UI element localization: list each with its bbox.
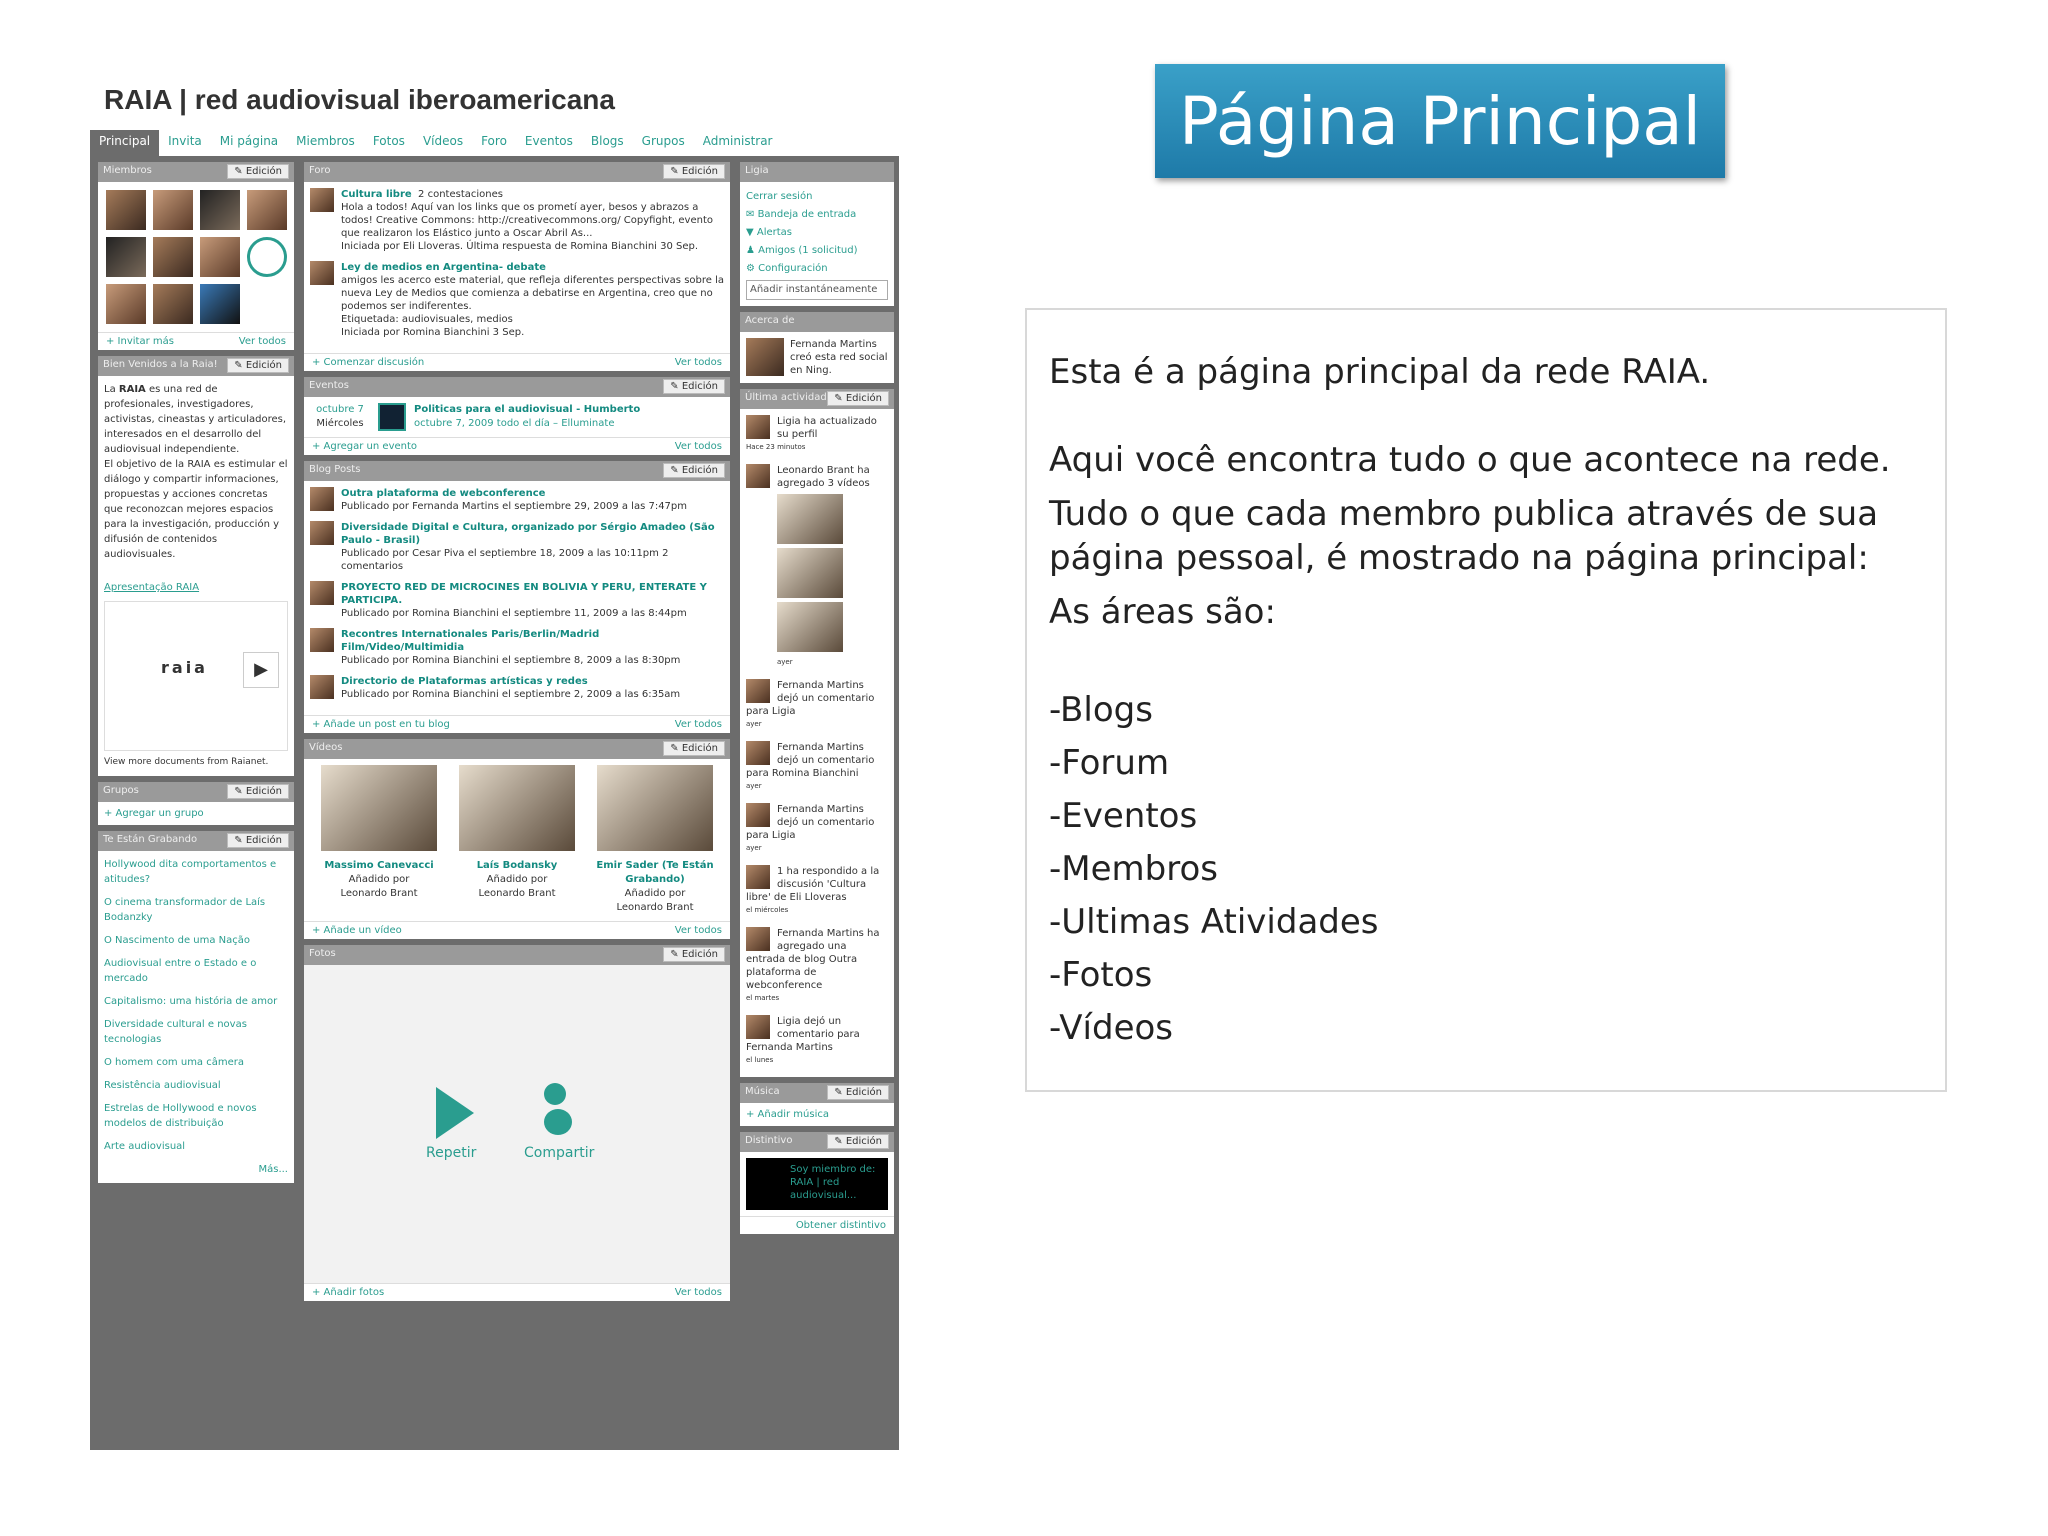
avatar[interactable] xyxy=(746,741,770,765)
post-title[interactable]: Directorio de Plataformas artísticas y redes xyxy=(341,676,588,687)
welcome-goal: El objetivo de la RAIA es estimular el diálogo y compartir informaciones, propuestas y acciones concretas que reconozcan mejores espacios para la investigación, producción y difusión de contenidos audiovisuales. xyxy=(104,459,288,560)
activity-text: Fernanda Martins dejó un comentario para Ligia xyxy=(746,804,875,841)
user-box xyxy=(740,162,894,306)
add-video-link[interactable]: + Añade un vídeo xyxy=(312,925,402,936)
website-screenshot xyxy=(90,78,899,1450)
share-label[interactable]: Compartir xyxy=(524,1145,595,1161)
site-title: RAIA | red audiovisual iberoamericana xyxy=(104,84,615,115)
avatar[interactable] xyxy=(200,237,240,277)
member-badge[interactable]: Soy miembro de: RAIA | red audiovisual... xyxy=(746,1158,888,1210)
videos-box xyxy=(304,739,730,939)
activity-time: el lunes xyxy=(746,1056,774,1064)
quick-add-select[interactable]: Añadir instantáneamente xyxy=(746,280,888,300)
edit-button[interactable]: ✎ Edición xyxy=(663,164,725,179)
middle-column xyxy=(304,162,730,1307)
area-item: -Fotos xyxy=(1049,955,1153,995)
post-meta: Publicado por Romina Bianchini el septiembre 11, 2009 a las 8:44pm xyxy=(341,608,687,619)
nav-invita[interactable]: Invita xyxy=(168,134,202,148)
avatar[interactable] xyxy=(746,803,770,827)
friends-icon: ♟ xyxy=(746,245,759,256)
edit-button[interactable]: ✎ Edición xyxy=(827,1085,889,1100)
more-link[interactable]: Más... xyxy=(258,1164,288,1175)
activity-time: ayer xyxy=(746,720,762,728)
recording-item[interactable]: Arte audiovisual xyxy=(104,1141,186,1152)
topic-meta: Iniciada por Eli Lloveras. Última respuesta de Romina Bianchini 30 Sep. xyxy=(341,241,699,252)
area-item: -Vídeos xyxy=(1049,1008,1173,1048)
edit-button[interactable]: ✎ Edición xyxy=(663,379,725,394)
edit-button[interactable]: ✎ Edición xyxy=(827,1134,889,1149)
forum-topic xyxy=(310,261,724,339)
see-all-link[interactable]: Ver todos xyxy=(674,441,722,452)
share-icon[interactable] xyxy=(544,1083,590,1139)
avatar[interactable] xyxy=(746,679,770,703)
post-title[interactable]: PROYECTO RED DE MICROCINES EN BOLIVIA Y PERU, ENTERATE Y PARTICIPA. xyxy=(341,582,707,606)
post-meta: Publicado por Romina Bianchini el septiembre 8, 2009 a las 8:30pm xyxy=(341,655,681,666)
activity-time: Hace 23 minutos xyxy=(746,443,806,451)
activity-text: Fernanda Martins dejó un comentario para Romina Bianchini xyxy=(746,742,875,779)
activity-item xyxy=(746,741,888,793)
settings-icon: ⚙ xyxy=(746,263,759,274)
add-photos-link[interactable]: + Añadir fotos xyxy=(312,1287,385,1298)
see-all-link[interactable]: Ver todos xyxy=(674,357,722,368)
avatar[interactable] xyxy=(310,675,334,699)
activity-header: Última actividad xyxy=(745,392,827,403)
activity-text: Fernanda Martins ha agregado una entrada de blog Outra plataforma de webconference xyxy=(746,928,880,991)
topic-tags: Etiquetada: audiovisuales, medios xyxy=(341,314,513,325)
activity-text: Ligia dejó un comentario para Fernanda Martins xyxy=(746,1016,860,1053)
raia-logo: raia xyxy=(161,658,208,677)
member-avatars xyxy=(98,182,294,332)
activity-item xyxy=(746,1015,888,1067)
video-thumbnail[interactable] xyxy=(459,765,575,851)
nav-grupos[interactable]: Grupos xyxy=(641,134,685,148)
avatar[interactable] xyxy=(153,237,193,277)
replay-label[interactable]: Repetir xyxy=(426,1145,477,1161)
music-box xyxy=(740,1083,894,1126)
video-title[interactable]: Laís Bodansky xyxy=(476,860,558,871)
members-box xyxy=(98,162,294,350)
avatar[interactable] xyxy=(746,464,770,488)
video-author: Leonardo Brant xyxy=(478,888,556,899)
post-meta: Publicado por Fernanda Martins el septiembre 29, 2009 a las 7:47pm xyxy=(341,501,688,512)
welcome-box xyxy=(98,356,294,776)
music-header: Música xyxy=(745,1086,780,1097)
activity-time: ayer xyxy=(746,844,762,852)
activity-item xyxy=(746,927,888,1005)
video-thumbnail[interactable] xyxy=(777,548,843,598)
video-item xyxy=(314,765,444,915)
desc-line: As áreas são: xyxy=(1049,592,1276,632)
see-all-link[interactable]: Ver todos xyxy=(674,1287,722,1298)
nav-principal[interactable]: Principal xyxy=(90,130,159,156)
avatar[interactable] xyxy=(106,190,146,230)
forum-topic xyxy=(310,188,724,253)
video-thumbnail[interactable] xyxy=(321,765,437,851)
see-all-link[interactable]: Ver todos xyxy=(674,925,722,936)
event-meta: octubre 7, 2009 todo el día – Elluminate xyxy=(414,418,615,429)
desc-spacer xyxy=(1049,394,1923,438)
activity-item xyxy=(746,865,888,917)
badge-box xyxy=(740,1132,894,1234)
presentation-link[interactable]: Apresentação RAIA xyxy=(104,582,200,593)
add-event-link[interactable]: + Agregar un evento xyxy=(312,441,418,452)
event-title[interactable]: Politicas para el audiovisual - Humberto xyxy=(414,404,641,415)
events-header: Eventos xyxy=(309,380,349,391)
invite-more-link[interactable]: + Invitar más xyxy=(106,336,174,347)
blog-post xyxy=(310,487,724,513)
videos-header: Vídeos xyxy=(309,742,343,753)
blog-post xyxy=(310,521,724,573)
alerts-icon: ▼ xyxy=(746,227,757,238)
event-icon xyxy=(378,403,406,431)
blog-post xyxy=(310,628,724,667)
slideshow-embed[interactable] xyxy=(104,601,288,751)
alerts-link[interactable]: Alertas xyxy=(756,227,793,238)
recording-item[interactable]: Resistência audiovisual xyxy=(104,1080,221,1091)
edit-button[interactable]: ✎ Edición xyxy=(827,391,889,406)
post-title[interactable]: Diversidade Digital e Cultura, organizado por Sérgio Amadeo (São Paulo - Brasil) xyxy=(341,522,715,546)
area-item: -Ultimas Atividades xyxy=(1049,902,1379,942)
left-column xyxy=(98,162,294,1189)
video-item xyxy=(452,765,582,915)
main-nav xyxy=(90,130,899,156)
edit-button[interactable]: ✎ Edición xyxy=(663,947,725,962)
desc-line: Aqui você encontra tudo o que acontece na rede. xyxy=(1049,440,1891,480)
photo-slideshow[interactable] xyxy=(304,965,730,1283)
nav-administrar[interactable]: Administrar xyxy=(702,134,773,148)
post-title[interactable]: Outra plataforma de webconference xyxy=(341,488,546,499)
edit-button[interactable]: ✎ Edición xyxy=(227,833,289,848)
video-meta: Añadido por xyxy=(624,888,686,899)
recording-item[interactable]: O homem com uma câmera xyxy=(104,1057,244,1068)
nav-videos[interactable]: Vídeos xyxy=(422,134,464,148)
avatar[interactable] xyxy=(746,1015,770,1039)
topic-title[interactable]: Ley de medios en Argentina- debate xyxy=(341,262,546,273)
recording-item[interactable]: Hollywood dita comportamentos e atitudes? xyxy=(104,859,277,885)
recording-header: Te Están Grabando xyxy=(103,834,198,845)
about-header: Acerca de xyxy=(745,315,795,326)
badge-header: Distintivo xyxy=(745,1135,793,1146)
activity-item xyxy=(746,415,888,454)
topic-excerpt: amigos les acerco este material, que refleja diferentes perspectivas sobre la nueva Ley de Medios que comienza a debatirse en Argentina, creo que no podemos ser indiferentes. xyxy=(341,275,724,312)
topic-title[interactable]: Cultura libre xyxy=(341,189,412,200)
topic-excerpt: Hola a todos! Aquí van los links que os prometí ayer, besos y abrazos a todos! Creative Commons: http://creativecommons.org/ Copyfight, evento que realizaron los Elástico junto a Oscar Abril As... xyxy=(341,202,713,239)
avatar[interactable] xyxy=(310,188,334,212)
blog-post xyxy=(310,675,724,701)
recording-item[interactable]: Diversidade cultural e novas tecnologias xyxy=(104,1019,247,1045)
see-all-link[interactable]: Ver todos xyxy=(238,336,286,347)
groups-header: Grupos xyxy=(103,785,139,796)
right-column xyxy=(740,162,894,1240)
video-title[interactable]: Emir Sader (Te Están Grabando) xyxy=(596,860,714,885)
nav-miembros[interactable]: Miembros xyxy=(296,134,355,148)
avatar[interactable] xyxy=(746,415,770,439)
about-text: Fernanda Martins creó esta red social en Ning. xyxy=(790,339,888,376)
photos-header: Fotos xyxy=(309,948,336,959)
avatar[interactable] xyxy=(153,190,193,230)
add-group-link[interactable]: + Agregar un grupo xyxy=(104,808,204,819)
post-title[interactable]: Recontres Internationales Paris/Berlin/Madrid Film/Video/Multimidia xyxy=(341,629,600,653)
area-item: -Blogs xyxy=(1049,690,1153,730)
avatar[interactable] xyxy=(310,487,334,511)
avatar[interactable] xyxy=(310,261,334,285)
activity-time: ayer xyxy=(777,658,793,666)
avatar[interactable] xyxy=(106,284,146,324)
recording-item[interactable]: Audiovisual entre o Estado e o mercado xyxy=(104,958,257,984)
activity-text: Ligia ha actualizado su perfil xyxy=(777,416,877,440)
edit-button[interactable]: ✎ Edición xyxy=(227,164,289,179)
avatar[interactable] xyxy=(746,338,784,376)
view-more-text: View more documents from Raianet. xyxy=(104,757,269,767)
blog-header: Blog Posts xyxy=(309,464,361,475)
avatar[interactable] xyxy=(247,237,287,277)
logout-link[interactable]: Cerrar sesión xyxy=(746,191,813,202)
event-date: octubre 7 xyxy=(316,404,364,415)
activity-time: el miércoles xyxy=(746,906,789,914)
events-box xyxy=(304,377,730,455)
avatar[interactable] xyxy=(247,190,287,230)
post-meta: Publicado por Cesar Piva el septiembre 18, 2009 a las 10:11pm 2 comentarios xyxy=(341,548,669,572)
nav-blogs[interactable]: Blogs xyxy=(590,134,624,148)
nav-fotos[interactable]: Fotos xyxy=(372,134,405,148)
recording-item[interactable]: Capitalismo: uma história de amor xyxy=(104,996,278,1007)
reply-count: 2 contestaciones xyxy=(418,189,503,200)
video-thumbnail[interactable] xyxy=(777,494,843,544)
add-post-link[interactable]: + Añade un post en tu blog xyxy=(312,719,450,730)
inbox-link[interactable]: Bandeja de entrada xyxy=(757,209,857,220)
description-box xyxy=(1025,308,1947,1092)
avatar[interactable] xyxy=(310,628,334,652)
avatar[interactable] xyxy=(310,581,334,605)
edit-button[interactable]: ✎ Edición xyxy=(227,784,289,799)
avatar[interactable] xyxy=(310,521,334,545)
blog-box xyxy=(304,461,730,733)
edit-button[interactable]: ✎ Edición xyxy=(663,741,725,756)
activity-text: Fernanda Martins dejó un comentario para Ligia xyxy=(746,680,875,717)
see-all-link[interactable]: Ver todos xyxy=(674,719,722,730)
settings-link[interactable]: Configuración xyxy=(758,263,828,274)
about-box xyxy=(740,312,894,383)
video-item xyxy=(590,765,720,915)
welcome-header: Bien Venidos a la Raia! xyxy=(103,359,218,370)
add-music-link[interactable]: + Añadir música xyxy=(746,1109,829,1120)
recording-box xyxy=(98,831,294,1183)
video-thumbnail[interactable] xyxy=(597,765,713,851)
avatar[interactable] xyxy=(746,927,770,951)
nav-eventos[interactable]: Eventos xyxy=(524,134,573,148)
area-item: -Membros xyxy=(1049,849,1218,889)
user-header: Ligia xyxy=(745,165,769,176)
get-badge-link[interactable]: Obtener distintivo xyxy=(795,1220,886,1231)
welcome-text: La RAIA es una red de profesionales, investigadores, activistas, cineastas y articuladores, interesados en el desarrollo del audiovisual independiente. xyxy=(104,384,287,455)
nav-foro[interactable]: Foro xyxy=(481,134,507,148)
desc-line: Esta é a página principal da rede RAIA. xyxy=(1049,352,1711,392)
inbox-icon: ✉ xyxy=(746,209,758,220)
area-item: -Forum xyxy=(1049,743,1170,783)
recording-item[interactable]: O Nascimento de uma Nação xyxy=(104,935,251,946)
activity-text: 1 ha respondido a la discusión 'Cultura libre' de Eli Lloveras xyxy=(746,866,880,903)
topic-meta: Iniciada por Romina Bianchini 3 Sep. xyxy=(341,327,525,338)
photos-box xyxy=(304,945,730,1301)
avatar[interactable] xyxy=(200,284,240,324)
avatar[interactable] xyxy=(106,237,146,277)
activity-item xyxy=(746,464,888,669)
avatar[interactable] xyxy=(153,284,193,324)
groups-box xyxy=(98,782,294,825)
forum-header: Foro xyxy=(309,165,331,176)
video-author: Leonardo Brant xyxy=(340,888,418,899)
activity-time: ayer xyxy=(746,782,762,790)
forum-box xyxy=(304,162,730,371)
event-day: Miércoles xyxy=(316,418,364,429)
area-item: -Eventos xyxy=(1049,796,1198,836)
start-discussion-link[interactable]: + Comenzar discusión xyxy=(312,357,425,368)
activity-text: Leonardo Brant ha agregado 3 vídeos xyxy=(777,465,870,489)
desc-line: Tudo o que cada membro publica através de sua página pessoal, é mostrado na página principal: xyxy=(1049,494,1879,578)
activity-box xyxy=(740,389,894,1077)
activity-time: el martes xyxy=(746,994,780,1002)
avatar[interactable] xyxy=(200,190,240,230)
replay-icon[interactable] xyxy=(436,1087,474,1139)
recording-item[interactable]: O cinema transformador de Laís Bodanzky xyxy=(104,897,266,923)
activity-item xyxy=(746,803,888,855)
blog-post xyxy=(310,581,724,620)
video-meta: Añadido por xyxy=(348,874,410,885)
nav-mi-pagina[interactable]: Mi página xyxy=(219,134,279,148)
desc-spacer xyxy=(1049,634,1923,678)
post-meta: Publicado por Romina Bianchini el septiembre 2, 2009 a las 6:35am xyxy=(341,689,681,700)
video-thumbnail[interactable] xyxy=(777,602,843,652)
video-title[interactable]: Massimo Canevacci xyxy=(324,860,434,871)
members-header: Miembros xyxy=(103,165,152,176)
edit-button[interactable]: ✎ Edición xyxy=(227,358,289,373)
activity-item xyxy=(746,679,888,731)
video-author: Leonardo Brant xyxy=(616,902,694,913)
video-meta: Añadido por xyxy=(486,874,548,885)
play-icon[interactable]: ▶ xyxy=(243,652,279,688)
slide-title: Página Principal xyxy=(1155,64,1725,178)
friends-link[interactable]: Amigos (1 solicitud) xyxy=(758,245,858,256)
avatar[interactable] xyxy=(746,865,770,889)
recording-item[interactable]: Estrelas de Hollywood e novos modelos de distribuição xyxy=(104,1103,257,1129)
edit-button[interactable]: ✎ Edición xyxy=(663,463,725,478)
